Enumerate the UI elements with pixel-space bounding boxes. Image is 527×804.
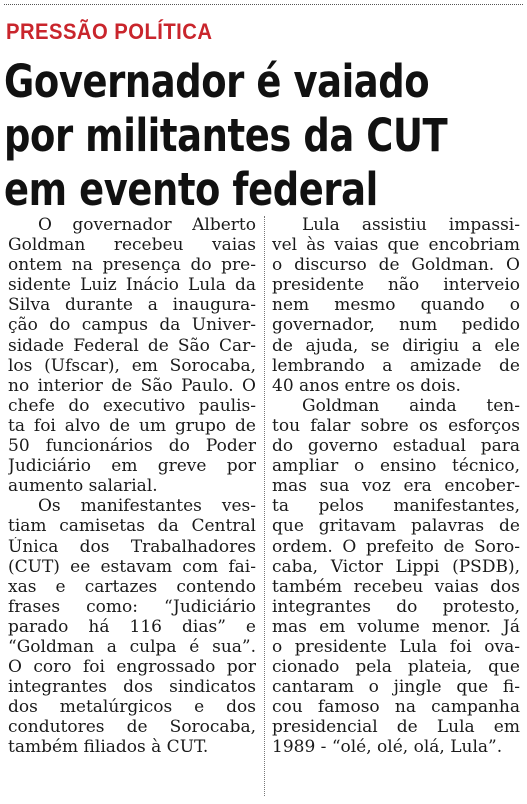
text-line: (CUT) ee estavam com fai- [8,556,256,577]
text-line: que gritavam palavras de [272,516,520,537]
text-line: O coro foi engrossado por [8,657,256,678]
text-line: ontem na presença do pre- [8,255,256,276]
text-line: Goldman recebeu vaias [8,235,256,256]
text-line: lembrando a amizade de [272,355,520,376]
text-line: condutores de Sorocaba, [8,717,256,738]
headline-line-3: em evento federal [4,163,378,216]
text-line: los (Ufscar), em Sorocaba, [8,355,256,376]
column-divider [264,216,265,796]
text-line: cou famoso na campanha [272,697,520,718]
text-line: 50 funcionários do Poder [8,436,256,457]
text-line: ampliar o ensino técnico, [272,456,520,477]
text-line: presidente não interveio [272,275,520,296]
text-line: também filiados à CUT. [8,737,209,758]
text-line: de ajuda, se dirigiu a ele [272,335,520,356]
text-line: sidade Federal de São Car- [8,335,256,356]
text-line: do governo estadual para [272,436,520,457]
article-column-left [8,215,256,758]
text-line: Lula assistiu impassi- [302,215,520,235]
text-line: ta foi alvo de um grupo de [8,415,256,436]
text-line: Única dos Trabalhadores [8,536,256,557]
text-line: vel às vaias que encobriam [272,235,520,256]
text-line: cantaram o jingle que fi- [272,677,520,698]
text-line: dos metalúrgicos e dos [8,697,256,718]
right-paragraph-1 [272,215,520,396]
text-line: frases como: “Judiciário [8,596,256,617]
text-line: o presidente Lula foi ova- [272,636,520,657]
text-line: 1989 - “olé, olé, olá, Lula”. [272,737,503,758]
text-line: integrantes dos sindicatos [8,677,256,698]
text-line: Os manifestantes ves- [38,496,256,517]
text-line: ção do campus da Univer- [8,315,256,336]
text-line: Silva durante a inaugura- [8,295,256,316]
text-line: 40 anos entre os dois. [272,375,461,396]
text-line: Goldman ainda ten- [302,395,520,416]
text-line: presidencial de Lula em [272,717,520,738]
text-line: aumento salarial. [8,476,158,497]
text-line: governador, num pedido [272,315,520,336]
text-line: cionado pela plateia, que [272,657,520,678]
text-line: sidente Luiz Inácio Lula da [8,275,256,296]
text-line: caba, Victor Lippi (PSDB), [272,556,520,577]
right-paragraph-2 [272,396,520,758]
headline-line-2: por militantes da CUT [4,109,448,162]
text-line: nem mesmo quando o [272,295,520,316]
text-line: tou falar sobre os esforços [272,415,520,436]
text-line: “Goldman a culpa é sua”. [8,636,256,657]
left-paragraph-2 [8,496,256,757]
text-line: mas em volume menor. Já [272,616,520,637]
text-line: o discurso de Goldman. O [272,255,520,276]
top-rule [4,4,523,5]
text-line: O governador Alberto [38,215,256,235]
text-line: ordem. O prefeito de Soro- [272,536,520,557]
headline-line-1: Governador é vaiado [4,55,430,108]
text-line: xas e cartazes contendo [8,576,256,597]
left-paragraph-1 [8,215,256,496]
text-line: Judiciário em greve por [8,456,256,477]
text-line: integrantes do protesto, [272,596,520,617]
text-line: chefe do executivo paulis- [8,395,256,416]
text-line: no interior de São Paulo. O [8,375,256,396]
text-line: também recebeu vaias dos [272,576,520,597]
text-line: mas sua voz era encober- [272,476,520,497]
text-line: ta pelos manifestantes, [272,496,520,517]
text-line: parado há 116 dias” e [8,616,256,637]
article-column-right [272,215,520,758]
headline [4,55,527,217]
text-line: tiam camisetas da Central [8,516,256,537]
section-label: PRESSÃO POLÍTICA [6,19,213,44]
